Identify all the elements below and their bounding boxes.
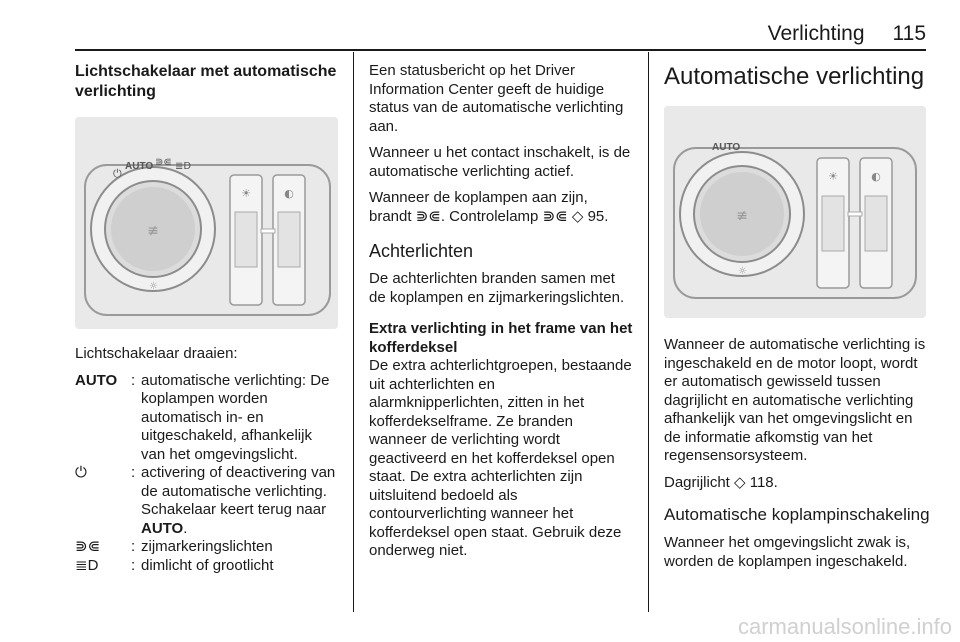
definition-row-auto <box>75 372 337 465</box>
power-icon: ⏻ <box>75 464 87 481</box>
section-heading-auto-headlamp: Automatische koplampinschakeling <box>664 505 930 524</box>
svg-text:⋑⋐: ⋑⋐ <box>155 157 172 168</box>
definition-row-sidelights <box>75 538 337 557</box>
paragraph-auto-lights: Wanneer de automatische verlichting is ingeschakeld en de motor loopt, wordt er automatisch gewisseld tussen dagrijlicht en automatische verlichting afhankelijk van het omgevingslicht en de informatie afkomstig van het regensensorsysteem. <box>664 336 926 464</box>
svg-text:⏻: ⏻ <box>113 167 122 180</box>
page-number: 115 <box>892 22 926 45</box>
headlight-icon: ≣D <box>75 556 99 574</box>
definition-term: AUTO <box>75 371 118 389</box>
svg-text:≣D: ≣D <box>175 161 192 172</box>
definition-desc: dimlicht of grootlicht <box>141 556 274 574</box>
light-switch-illustration <box>75 117 338 329</box>
definition-colon: : <box>131 556 136 574</box>
section-heading-light-switch: Lichtschakelaar met automatische verlichting <box>75 63 337 100</box>
page-reference-link[interactable]: ◇ 95. <box>571 207 609 225</box>
section-heading-boot-lights: Extra verlichting in het frame van het kofferdeksel <box>369 320 633 356</box>
svg-text:◐: ◐ <box>284 187 294 200</box>
column-2 <box>369 56 633 561</box>
svg-text:≢: ≢ <box>147 223 159 239</box>
column-divider-1 <box>353 52 354 612</box>
column-3 <box>664 56 930 571</box>
sidelight-icon: ⋑⋐ <box>542 207 568 225</box>
auto-label: AUTO <box>712 142 741 153</box>
svg-text:≢: ≢ <box>736 208 748 224</box>
definition-colon: : <box>131 538 136 555</box>
auto-light-switch-image <box>664 106 926 318</box>
watermark: carmanualsonline.info <box>737 614 952 639</box>
paragraph-auto-headlamp: Wanneer het omgevingslicht zwak is, worden de koplampen ingeschakeld. <box>664 534 911 570</box>
text-span: . Controlelamp <box>440 207 543 225</box>
paragraph-ignition: Wanneer u het contact inschakelt, is de automatische verlichting actief. <box>369 144 631 180</box>
column-1 <box>75 56 337 575</box>
auto-light-switch-illustration <box>664 106 926 318</box>
paragraph-headlamps <box>369 189 633 226</box>
paragraph-status: Een statusbericht op het Driver Information Center geeft de huidige status van de automatische verlichting aan. <box>369 62 624 135</box>
text-span: Wanneer de koplampen aan zijn, brandt <box>369 189 588 225</box>
svg-text:☀: ☀ <box>828 170 838 183</box>
auto-label: AUTO <box>125 161 154 172</box>
definition-desc <box>141 464 337 538</box>
definition-row-power <box>75 464 337 538</box>
section-heading-auto-lights: Automatische verlichting <box>664 63 925 90</box>
svg-text:◐: ◐ <box>871 170 881 183</box>
definition-list <box>75 372 337 576</box>
header-rule <box>75 49 926 51</box>
page-header <box>768 22 926 46</box>
section-heading-tail-lights: Achterlichten <box>369 241 474 261</box>
paragraph-daytime-running: Dagrijlicht ◇ 118. <box>664 473 778 491</box>
definition-desc-text: activering of deactivering van de automatische verlichting. Schakelaar keert terug naar <box>141 464 336 518</box>
section-title: Verlichting <box>767 22 865 45</box>
paragraph-boot-lights: De extra achterlichtgroepen, bestaande uit achterlichten en alarmknipperlichten, zitten in het kofferdekselframe. Ze branden wanneer de verlichting wordt geactiveerd en het kofferdeksel open staat. De extra achterlichten zijn uitsluitend bedoeld als contourverlichting wanneer het kofferdeksel open staat. Gebruik deze onderweg niet. <box>369 357 632 559</box>
light-switch-image <box>75 117 338 329</box>
column-divider-2 <box>648 52 649 612</box>
sidelight-icon: ⋑⋐ <box>75 538 101 555</box>
definition-colon: : <box>131 371 136 389</box>
sidelight-icon: ⋑⋐ <box>415 207 441 225</box>
definition-desc-bold: AUTO <box>141 519 184 537</box>
intro-text: Lichtschakelaar draaien: <box>75 345 238 362</box>
definition-desc: zijmarkeringslichten <box>141 538 273 555</box>
svg-text:☼: ☼ <box>738 266 747 277</box>
svg-text:☀: ☀ <box>241 187 251 200</box>
definition-desc-end: . <box>183 519 188 537</box>
definition-desc: automatische verlichting: De koplampen worden automatisch in- en uitgeschakeld, afhankelijk van het omgevingslicht. <box>141 371 330 463</box>
paragraph-tail-lights: De achterlichten branden samen met de koplampen en zijmarkeringslichten. <box>369 270 625 306</box>
svg-text:☼: ☼ <box>149 281 158 292</box>
definition-colon: : <box>131 464 136 481</box>
definition-row-headlights <box>75 557 337 576</box>
